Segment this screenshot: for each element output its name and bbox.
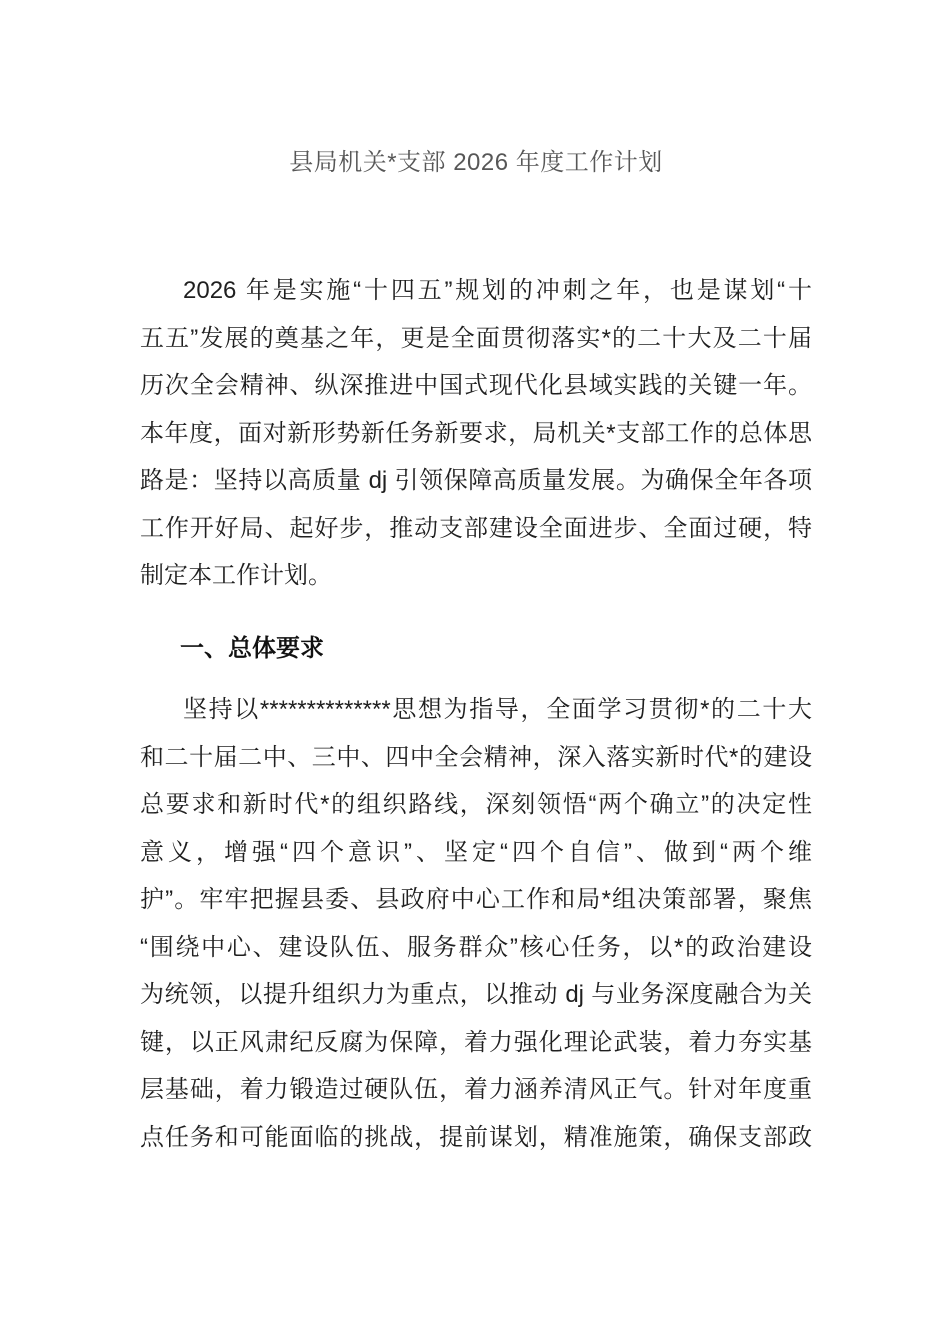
text-line: 键，以正风肃纪反腐为保障，着力强化理论武装，着力夯实基 (140, 1028, 812, 1056)
text-line: 工作开好局、起好步，推动支部建设全面进步、全面过硬，特 (140, 514, 812, 542)
section-heading: 一、总体要求 (180, 634, 324, 662)
text-line: 五五”发展的奠基之年，更是全面贯彻落实*的二十大及二十届 (140, 324, 812, 352)
text-line: 历次全会精神、纵深推进中国式现代化县域实践的关键一年。 (140, 372, 812, 399)
document-title: 县局机关*支部 2026 年度工作计划 (289, 149, 663, 176)
text-line: 总要求和新时代*的组织路线，深刻领悟“两个确立”的决定性 (140, 791, 812, 818)
text-line: “围绕中心、建设队伍、服务群众”核心任务，以*的政治建设 (140, 933, 812, 961)
intro-paragraph (140, 267, 812, 600)
section-body-paragraph (140, 686, 812, 1161)
text-line: 意义，增强“四个意识”、坚定“四个自信”、做到“两个维 (140, 838, 812, 866)
text-line: 2026 年是实施“十四五”规划的冲刺之年，也是谋划“十 (183, 277, 812, 304)
text-line: 制定本工作计划。 (140, 562, 332, 589)
text-line: 为统领，以提升组织力为重点，以推动 dj 与业务深度融合为关 (140, 981, 812, 1008)
text-line: 坚持以**************思想为指导，全面学习贯彻*的二十大 (183, 696, 812, 723)
text-line: 护”。牢牢把握县委、县政府中心工作和局*组决策部署，聚焦 (140, 886, 812, 913)
text-line: 层基础，着力锻造过硬队伍，着力涵养清风正气。针对年度重 (140, 1076, 812, 1103)
text-line: 和二十届二中、三中、四中全会精神，深入落实新时代*的建设 (140, 743, 812, 771)
text-line: 路是：坚持以高质量 dj 引领保障高质量发展。为确保全年各项 (140, 467, 812, 494)
text-line: 点任务和可能面临的挑战，提前谋划，精准施策，确保支部政 (140, 1123, 812, 1151)
text-line: 本年度，面对新形势新任务新要求，局机关*支部工作的总体思 (140, 419, 812, 447)
